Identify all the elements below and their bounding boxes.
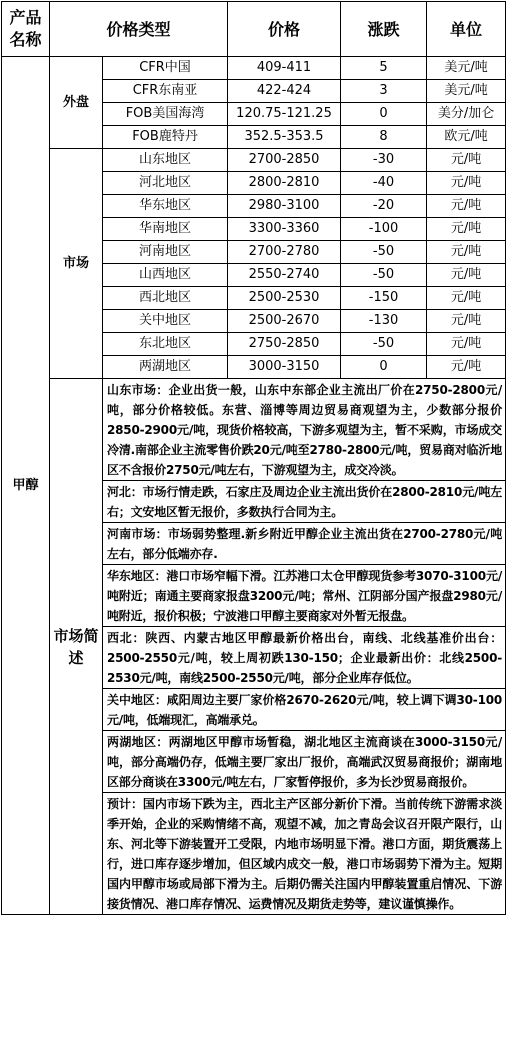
price-cell: 2800-2810	[228, 172, 341, 195]
summary-row	[2, 379, 506, 481]
change-cell: -50	[341, 264, 427, 287]
price-type-cell: FOB美国海湾	[103, 103, 228, 126]
unit-cell: 元/吨	[427, 287, 506, 310]
unit-cell: 美元/吨	[427, 80, 506, 103]
price-cell: 3300-3360	[228, 218, 341, 241]
summary-guanzhong: 关中地区：咸阳周边主要厂家价格2670-2620元/吨，较上调下调30-100元/吨，低端现汇，高端承兑。	[103, 689, 506, 731]
category-summary: 市场简述	[50, 379, 103, 915]
summary-northwest: 西北：陕西、内蒙古地区甲醇最新价格出台，南线、北线基准价出台：2500-2550元/吨，较上周初跌130-150；企业最新出价：北线2500-2530元/吨，南线2500-2550元/吨，部分企业库存低位。	[103, 627, 506, 689]
change-cell: 5	[341, 57, 427, 80]
unit-cell: 欧元/吨	[427, 126, 506, 149]
product-name: 甲醇	[2, 57, 50, 915]
unit-cell: 元/吨	[427, 149, 506, 172]
price-cell: 3000-3150	[228, 356, 341, 379]
header-product: 产品名称	[2, 2, 50, 57]
category-market: 市场	[50, 149, 103, 379]
price-type-cell: 东北地区	[103, 333, 228, 356]
category-outer: 外盘	[50, 57, 103, 149]
price-type-cell: FOB鹿特丹	[103, 126, 228, 149]
summary-henan: 河南市场：市场弱势整理.新乡附近甲醇企业主流出货在2700-2780元/吨左右，部分低端亦存.	[103, 523, 506, 565]
change-cell: 3	[341, 80, 427, 103]
table-row	[2, 149, 506, 172]
price-cell: 2500-2530	[228, 287, 341, 310]
change-cell: -100	[341, 218, 427, 241]
change-cell: 0	[341, 103, 427, 126]
unit-cell: 元/吨	[427, 264, 506, 287]
price-type-cell: 西北地区	[103, 287, 228, 310]
change-cell: -50	[341, 333, 427, 356]
header-row	[2, 2, 506, 57]
unit-cell: 元/吨	[427, 310, 506, 333]
summary-shandong: 山东市场：企业出货一般，山东中东部企业主流出厂价在2750-2800元/吨，部分价格较低。东营、淄博等周边贸易商观望为主，少数部分报价2850-2900元/吨，现货价格较高，下游多观望为主，暂不采购，市场成交冷清.南部企业主流零售价跌20元/吨至2780-2800元/吨，贸易商对临沂地区不含报价2750元/吨左右，下游观望为主，成交冷淡。	[103, 379, 506, 481]
unit-cell: 元/吨	[427, 356, 506, 379]
price-cell: 2500-2670	[228, 310, 341, 333]
price-cell: 2750-2850	[228, 333, 341, 356]
price-cell: 422-424	[228, 80, 341, 103]
change-cell: -150	[341, 287, 427, 310]
page	[1, 1, 505, 915]
summary-hebei: 河北：市场行情走跌，石家庄及周边企业主流出货价在2800-2810元/吨左右；文安地区暂无报价，多数执行合同为主。	[103, 481, 506, 523]
price-type-cell: 山西地区	[103, 264, 228, 287]
price-cell: 2980-3100	[228, 195, 341, 218]
header-price: 价格	[228, 2, 341, 57]
price-type-cell: 华南地区	[103, 218, 228, 241]
header-price-type: 价格类型	[50, 2, 228, 57]
unit-cell: 美元/吨	[427, 57, 506, 80]
price-type-cell: 河南地区	[103, 241, 228, 264]
price-type-cell: CFR东南亚	[103, 80, 228, 103]
table-row	[2, 57, 506, 80]
summary-lianghu: 两湖地区：两湖地区甲醇市场暂稳，湖北地区主流商谈在3000-3150元/吨，部分高端仍存，低端主要厂家出厂报价，高端武汉贸易商报价；湖南地区部分商谈在3300元/吨左右，厂家暂停报价，多为长沙贸易商报价。	[103, 731, 506, 793]
unit-cell: 元/吨	[427, 218, 506, 241]
unit-cell: 元/吨	[427, 195, 506, 218]
change-cell: -20	[341, 195, 427, 218]
unit-cell: 元/吨	[427, 241, 506, 264]
unit-cell: 元/吨	[427, 333, 506, 356]
change-cell: -30	[341, 149, 427, 172]
price-type-cell: 两湖地区	[103, 356, 228, 379]
price-cell: 120.75-121.25	[228, 103, 341, 126]
price-type-cell: CFR中国	[103, 57, 228, 80]
price-type-cell: 关中地区	[103, 310, 228, 333]
header-change: 涨跌	[341, 2, 427, 57]
change-cell: -130	[341, 310, 427, 333]
unit-cell: 元/吨	[427, 172, 506, 195]
price-cell: 409-411	[228, 57, 341, 80]
price-cell: 2700-2780	[228, 241, 341, 264]
change-cell: -40	[341, 172, 427, 195]
methanol-price-table	[1, 1, 506, 915]
price-type-cell: 山东地区	[103, 149, 228, 172]
header-unit: 单位	[427, 2, 506, 57]
price-cell: 2550-2740	[228, 264, 341, 287]
price-type-cell: 华东地区	[103, 195, 228, 218]
price-cell: 352.5-353.5	[228, 126, 341, 149]
price-cell: 2700-2850	[228, 149, 341, 172]
unit-cell: 美分/加仑	[427, 103, 506, 126]
change-cell: -50	[341, 241, 427, 264]
price-type-cell: 河北地区	[103, 172, 228, 195]
summary-forecast: 预计：国内市场下跌为主，西北主产区部分新价下滑。当前传统下游需求淡季开始，企业的采购情绪不高，观望不减，加之青岛会议召开限产限行，山东、河北等下游装置开工受限，内地市场明显下滑。港口方面，期货震荡上行，进口库存逐步增加，但区域内成交一般，港口市场弱势下滑为主。短期国内甲醇市场或局部下滑为主。后期仍需关注国内甲醇装置重启情况、下游接货情况、港口库存情况、运费情况及期货走势等，建议谨慎操作。	[103, 793, 506, 915]
summary-east-china: 华东地区：港口市场窄幅下滑。江苏港口太仓甲醇现货参考3070-3100元/吨附近；南通主要商家报盘3200元/吨；常州、江阴部分国产报盘2980元/吨附近，报价积极；宁波港口甲醇主要商家对外暂无报盘。	[103, 565, 506, 627]
change-cell: 0	[341, 356, 427, 379]
change-cell: 8	[341, 126, 427, 149]
